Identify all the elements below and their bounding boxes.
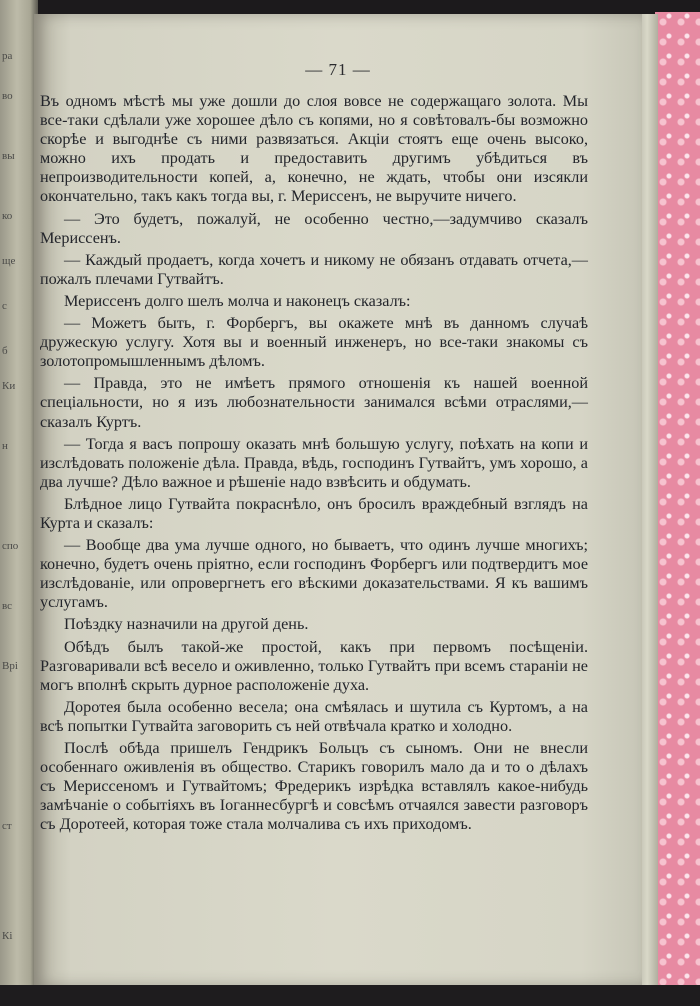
facing-page-fragment: спо <box>2 540 19 552</box>
paragraph: — Можетъ быть, г. Форбергъ, вы окажете мнѣ въ данномъ случаѣ дружескую услугу. Хотя вы и военный инженеръ, но все-таки знакомы съ золотопромышленнымъ дѣломъ. <box>40 314 588 371</box>
paragraph: — Правда, это не имѣетъ прямого отношенія къ нашей военной спеціальности, но я изъ любознательности занимался всѣми отраслями,—сказалъ Куртъ. <box>40 374 588 431</box>
page-stack-edge <box>640 14 658 990</box>
paragraph: Обѣдъ былъ такой-же простой, какъ при первомъ посѣщеніи. Разговаривали всѣ весело и оживленно, только Гутвайтъ при всемъ стараніи не могъ вполнѣ скрыть дурное расположеніе духа. <box>40 637 588 694</box>
facing-page-fragment: ст <box>2 820 12 832</box>
page-text <box>40 92 588 837</box>
facing-page-fragment: Ки <box>2 380 16 392</box>
paragraph: — Это будетъ, пожалуй, не особенно честно,—задумчиво сказалъ Мериссенъ. <box>40 209 588 247</box>
facing-page-fragment: Кі <box>2 930 13 942</box>
facing-page-fragment: Врі <box>2 660 18 672</box>
paragraph: Въ одномъ мѣстѣ мы уже дошли до слоя вовсе не содержащаго золота. Мы все-таки сдѣлали уже хорошее дѣло съ копями, но я совѣтовалъ-бы возможно скорѣе и выгоднѣе съ ними развязаться. Акціи стоятъ еще очень высоко, можно ихъ продать и предоставить другимъ убѣдиться въ непроизводительности копей, а, конечно, не ждать, чтобы они изсякли окончательно, такъ какъ тогда вы, г. Мериссенъ, не выручите ничего. <box>40 92 588 206</box>
paragraph: — Тогда я васъ попрошу оказать мнѣ большую услугу, поѣхать на копи и изслѣдовать положеніе дѣла. Правда, вѣдь, господинъ Гутвайтъ, умъ хорошо, а два лучше? Дѣло важное и рѣшеніе надо взвѣсить и обдумать. <box>40 434 588 491</box>
paragraph: Послѣ обѣда пришелъ Гендрикъ Больцъ съ сыномъ. Они не внесли особеннаго оживленія въ общество. Старикъ говорилъ мало да и то о дѣлахъ съ Мериссеномъ и Гутвайтомъ; Фредерикъ изрѣдка вставлялъ какое-нибудь замѣчаніе о событіяхъ въ Іоганнесбургѣ и совсѣмъ отчаялся завести разговоръ съ Доротеей, которая тоже стала молчалива съ ихъ приходомъ. <box>40 739 588 834</box>
facing-page-fragment: вы <box>2 150 15 162</box>
facing-page-edge <box>0 0 38 1006</box>
facing-page-fragment: ще <box>2 255 16 267</box>
paragraph: — Вообще два ума лучше одного, но бываетъ, что одинъ лучше многихъ; конечно, будетъ очень пріятно, если господинъ Форбергъ или подтвердитъ мое изслѣдованіе, или опровергнетъ его вѣскими доказательствами. Я къ вашимъ услугамъ. <box>40 536 588 612</box>
book-cover-pattern <box>655 12 700 992</box>
paragraph: — Каждый продаетъ, когда хочетъ и никому не обязанъ отдавать отчета,—пожалъ плечами Гутвайтъ. <box>40 250 588 288</box>
facing-page-fragment: б <box>2 345 8 357</box>
paragraph: Поѣздку назначили на другой день. <box>64 615 309 634</box>
paragraph: Мериссенъ долго шелъ молча и наконецъ сказалъ: <box>64 291 411 310</box>
facing-page-fragment: с <box>2 300 7 312</box>
facing-page-fragment: н <box>2 440 8 452</box>
facing-page-fragment: во <box>2 90 13 102</box>
facing-page-fragment: ра <box>2 50 13 62</box>
paragraph: Блѣдное лицо Гутвайта покраснѣло, онъ бросилъ враждебный взглядъ на Курта и сказалъ: <box>40 494 588 532</box>
paragraph: Доротея была особенно весела; она смѣялась и шутила съ Куртомъ, а на всѣ попытки Гутвайта заговорить съ ней отвѣчала кратко и холодно. <box>40 697 588 735</box>
facing-page-fragment: ко <box>2 210 13 222</box>
page-number: — 71 — <box>305 60 371 79</box>
book-page <box>34 14 642 986</box>
facing-page-fragment: вс <box>2 600 13 612</box>
background-bottom <box>0 985 700 1006</box>
